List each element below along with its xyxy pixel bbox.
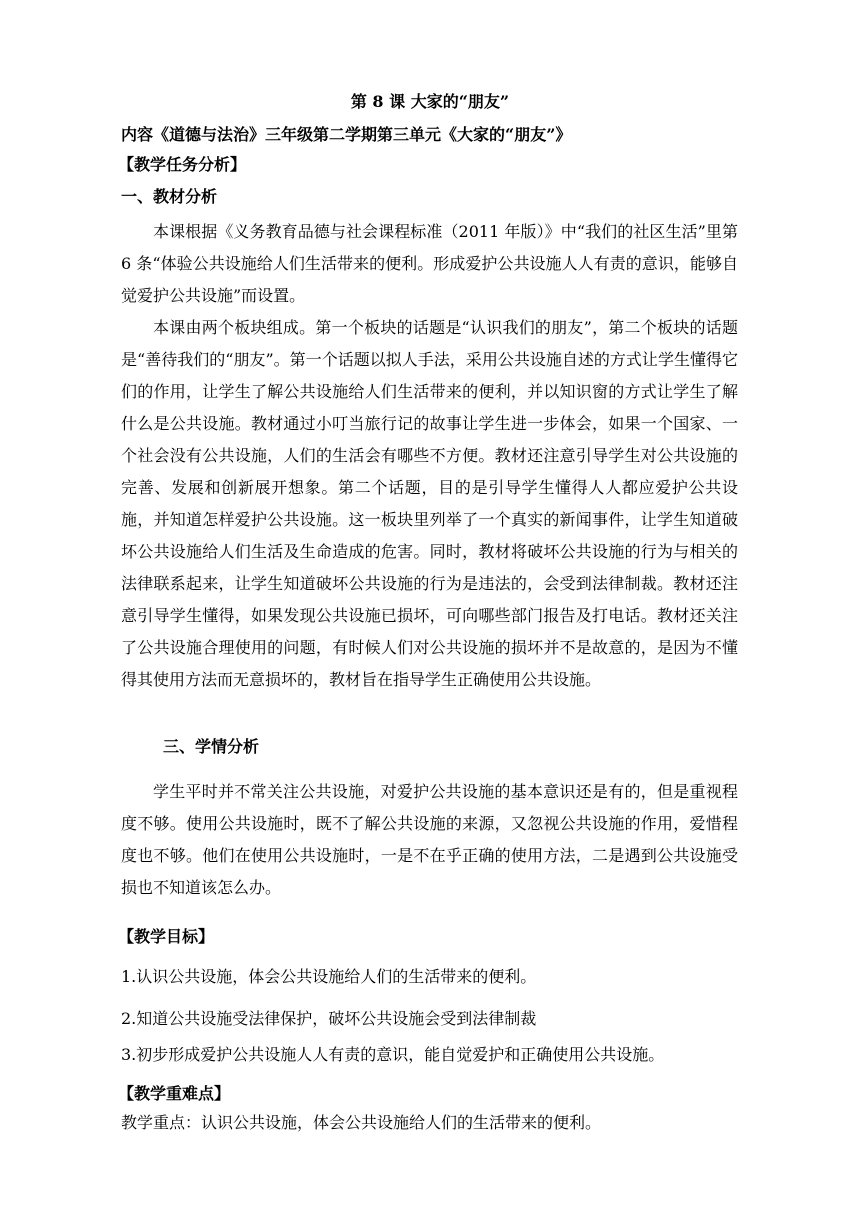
content-line: 内容《道德与法治》三年级第二学期第三单元《大家的“朋友”》 [121, 125, 572, 144]
paragraph-textbook-2: 本课由两个板块组成。第一个板块的话题是“认识我们的朋友”，第二个板块的话题是“善待我们的“朋友”。第一个话题以拟人手法，采用公共设施自述的方式让学生懂得它们的作用，让学生了解公共设施给人们生活带来的便利，并以知识窗的方式让学生了解什么是公共设施。教材通过小叮当旅行记的故事让学生进一步体会，如果一个国家、一个社会没有公共设施，人们的生活会有哪些不方便。教材还注意引导学生对公共设施的完善、发展和创新展开想象。第二个话题，目的是引导学生懂得人人都应爱护公共设施，并知道怎样爱护公共设施。这一板块里列举了一个真实的新闻事件，让学生知道破坏公共设施给人们生活及生命造成的危害。同时，教材将破坏公共设施的行为与相关的法律联系起来，让学生知道破坏公共设施的行为是违法的，会受到法律制裁。教材还注意引导学生懂得，如果发现公共设施已损坏，可向哪些部门报告及打电话。教材还关注了公共设施合理使用的问题，有时候人们对公共设施的损坏并不是故意的，是因为不懂得其使用方法而无意损坏的，教材旨在指导学生正确使用公共设施。 [121, 318, 738, 689]
key-point-text: 教学重点：认识公共设施，体会公共设施给人们的生活带来的便利。 [121, 1113, 602, 1132]
heading-textbook-analysis: 一、教材分析 [121, 187, 218, 206]
section-key-points: 【教学重难点】 [118, 1084, 231, 1103]
goal-item: 1.认识公共设施，体会公共设施给人们的生活带来的便利。 [121, 967, 537, 986]
section-task-analysis: 【教学任务分析】 [118, 155, 247, 174]
paragraph-textbook-1: 本课根据《义务教育品德与社会课程标准（2011 年版）》中“我们的社区生活”里第 6 条“体验公共设施给人们生活带来的便利。形成爱护公共设施人人有责的意识，能够自觉爱护公共设施”而设置。 [121, 222, 738, 305]
paragraph-student-analysis: 学生平时并不常关注公共设施，对爱护公共设施的基本意识还是有的，但是重视程度不够。使用公共设施时，既不了解公共设施的来源，又忽视公共设施的作用，爱惜程度也不够。他们在使用公共设施时，一是不在乎正确的使用方法，二是遇到公共设施受损也不知道该怎么办。 [121, 782, 738, 897]
lesson-title: 第 8 课 大家的“朋友” [350, 92, 510, 111]
heading-student-analysis: 三、学情分析 [163, 737, 260, 756]
goal-item: 2.知道公共设施受法律保护，破坏公共设施会受到法律制裁 [121, 1009, 537, 1028]
section-teaching-goals: 【教学目标】 [118, 927, 215, 946]
goal-item: 3.初步形成爱护公共设施人人有责的意识，能自觉爱护和正确使用公共设施。 [121, 1045, 665, 1064]
